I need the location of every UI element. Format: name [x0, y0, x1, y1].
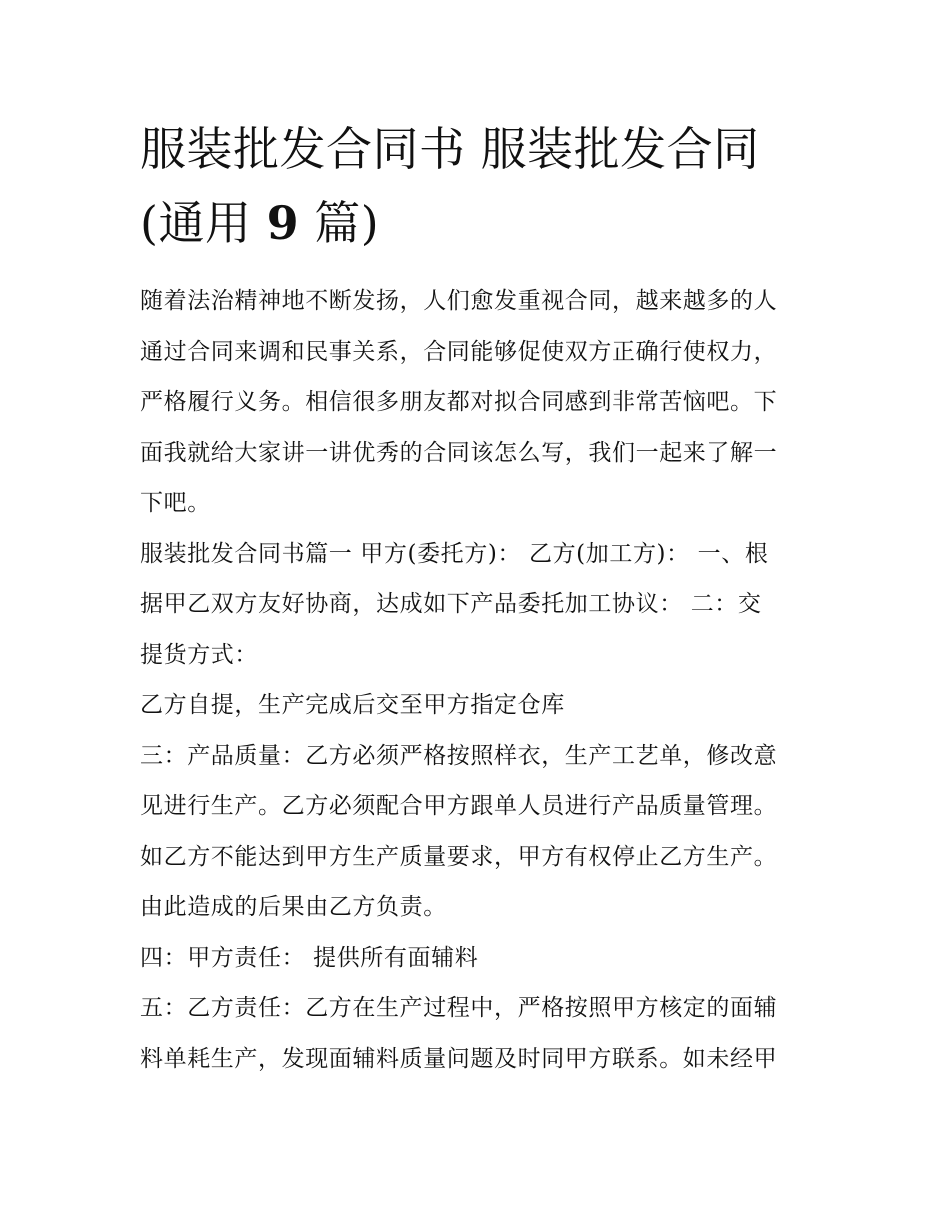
document-body — [140, 276, 815, 1084]
text-line: 三：产品质量：乙方必须严格按照样衣，生产工艺单，修改意 — [140, 742, 778, 769]
text-line: 见进行生产。乙方必须配合甲方跟单人员进行产品质量管理。 — [140, 793, 778, 819]
text-line: 通过合同来调和民事关系，合同能够促使双方正确行使权力， — [140, 338, 778, 365]
text-line: 严格履行义务。相信很多朋友都对拟合同感到非常苦恼吧。下 — [140, 389, 778, 415]
text-line: 四：甲方责任： 提供所有面辅料 — [140, 944, 479, 971]
text-line: 提货方式： — [140, 641, 258, 668]
text-line: 五：乙方责任：乙方在生产过程中，严格按照甲方核定的面辅 — [140, 995, 778, 1021]
title-line-2 — [140, 186, 815, 260]
text-line: 服装批发合同书篇一 甲方(委托方)： 乙方(加工方)： 一、根 — [140, 540, 769, 567]
text-line: 随着法治精神地不断发扬，人们愈发重视合同，越来越多的人 — [140, 288, 778, 314]
text-line: 由此造成的后果由乙方负责。 — [140, 894, 447, 920]
party-b-duty-paragraph — [140, 983, 815, 1084]
document-content — [140, 112, 815, 1084]
delivery-paragraph — [140, 680, 815, 731]
text-line: 乙方自提，生产完成后交至甲方指定仓库 — [140, 692, 565, 718]
title-prefix: (通用 — [140, 196, 267, 250]
title-count: 9 — [266, 196, 300, 250]
title-suffix: 篇) — [299, 196, 380, 250]
text-line: 面我就给大家讲一讲优秀的合同该怎么写，我们一起来了解一 — [140, 439, 778, 466]
text-line: 据甲乙双方友好协商，达成如下产品委托加工协议： 二：交 — [140, 591, 762, 617]
party-a-duty-paragraph — [140, 933, 815, 984]
intro-paragraph — [140, 276, 815, 529]
document-title — [140, 112, 815, 260]
text-line: 如乙方不能达到甲方生产质量要求，甲方有权停止乙方生产。 — [140, 843, 778, 870]
text-line: 料单耗生产，发现面辅料质量问题及时同甲方联系。如未经甲 — [140, 1045, 778, 1072]
quality-paragraph — [140, 731, 815, 933]
section-1-paragraph — [140, 529, 815, 681]
text-line: 下吧。 — [140, 490, 211, 516]
title-line-1: 服装批发合同书 服装批发合同 — [140, 122, 760, 176]
